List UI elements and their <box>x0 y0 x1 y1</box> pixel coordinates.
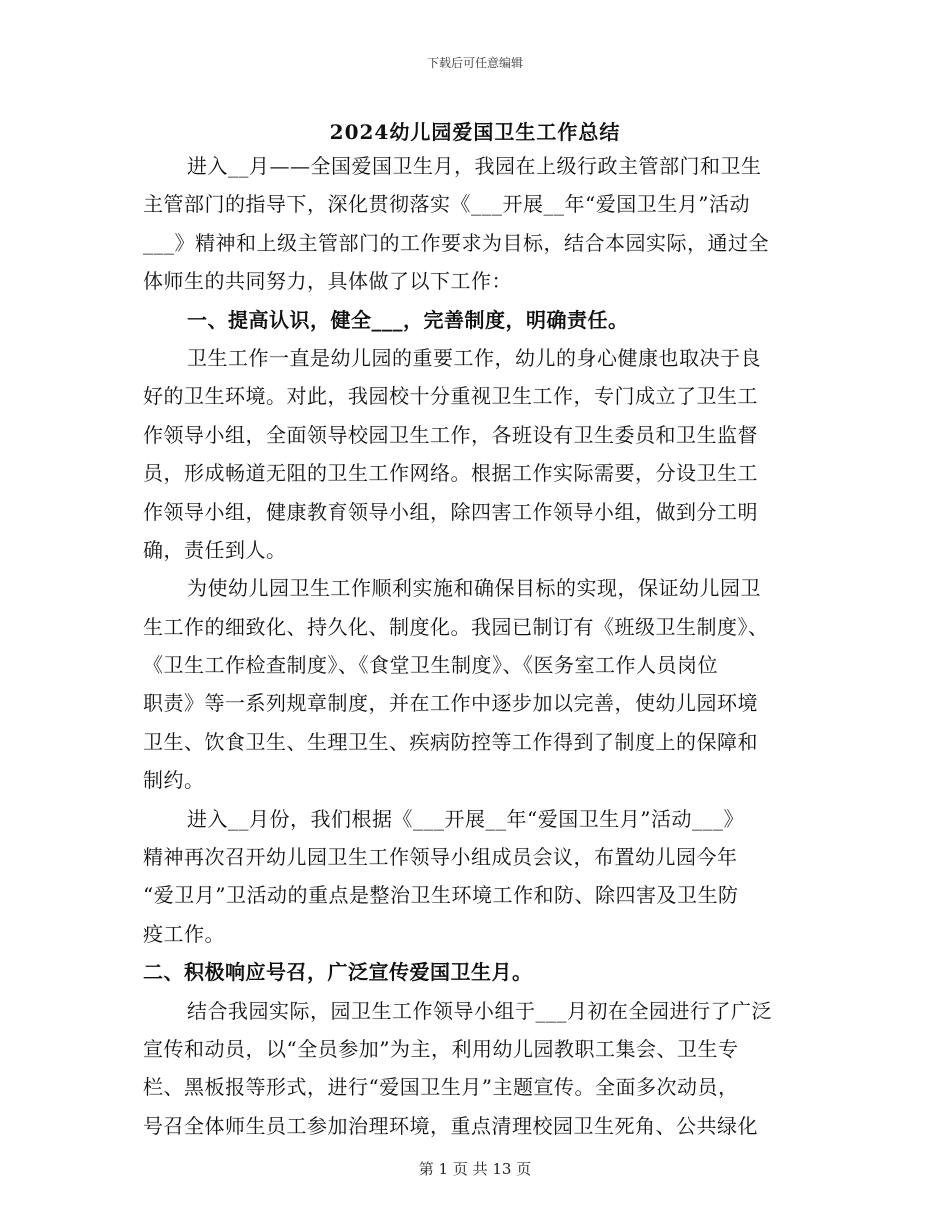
section-heading-line: 二、积极响应号召，广泛宣传爱国卫生月。 <box>143 960 533 985</box>
paragraph-line: 宣传和动员，以“全员参加”为主，利用幼儿园教职工集会、卫生专 <box>143 1036 739 1061</box>
paragraph-line: 卫生工作一直是幼儿园的重要工作，幼儿的身心健康也取决于良 <box>187 345 761 370</box>
paragraph-line: 进入__月——全国爱国卫生月，我园在上级行政主管部门和卫生 <box>187 154 762 178</box>
paragraph-line: 好的卫生环境。对此，我园校十分重视卫生工作，专门成立了卫生工 <box>143 384 758 409</box>
paragraph-line: 号召全体师生员工参加治理环境，重点清理校园卫生死角、公共绿化 <box>143 1113 758 1138</box>
paragraph-line: 作领导小组，全面领导校园卫生工作，各班设有卫生委员和卫生监督 <box>143 422 758 447</box>
paragraph-line: 精神再次召开幼儿园卫生工作领导小组成员会议，布置幼儿园今年 <box>143 845 738 870</box>
paragraph-line: 为使幼儿园卫生工作顺利实施和确保目标的实现，保证幼儿园卫 <box>187 576 761 601</box>
paragraph-line: 职责》等一系列规章制度，并在工作中逐步加以完善，使幼儿园环境 <box>143 691 758 716</box>
document-title: 2024幼儿园爱国卫生工作总结 <box>329 120 621 144</box>
paragraph-line: ___》精神和上级主管部门的工作要求为目标，结合本园实际，通过全 <box>143 230 769 255</box>
paragraph-line: “爱卫月”卫活动的重点是整治卫生环境工作和防、除四害及卫生防 <box>143 883 739 908</box>
paragraph-line: 体师生的共同努力，具体做了以下工作： <box>143 269 512 294</box>
paragraph-line: 疫工作。 <box>143 921 225 946</box>
paragraph-line: 进入__月份，我们根据《___开展__年“爱国卫生月”活动___》 <box>187 806 744 831</box>
paragraph-line: 《卫生工作检查制度》、《食堂卫生制度》、《医务室工作人员岗位 <box>143 653 718 678</box>
paragraph-line: 结合我园实际，园卫生工作领导小组于___月初在全园进行了广泛 <box>187 998 772 1023</box>
section-heading-line: 一、提高认识，健全___，完善制度，明确责任。 <box>187 307 629 332</box>
header-note: 下载后可任意编辑 <box>426 56 523 70</box>
paragraph-line: 卫生、饮食卫生、生理卫生、疾病防控等工作得到了制度上的保障和 <box>143 729 758 754</box>
paragraph-line: 确，责任到人。 <box>143 537 287 562</box>
page-footer: 第 1 页 共 13 页 <box>418 1160 532 1178</box>
paragraph-line: 员，形成畅道无阻的卫生工作网络。根据工作实际需要，分设卫生工 <box>143 461 758 486</box>
document-body <box>143 147 808 1145</box>
paragraph-line: 栏、黑板报等形式，进行“爱国卫生月”主题宣传。全面多次动员， <box>143 1075 739 1100</box>
paragraph-line: 生工作的细致化、持久化、制度化。我园已制订有《班级卫生制度》、 <box>143 614 769 639</box>
paragraph-line: 制约。 <box>143 768 205 793</box>
paragraph-line: 作领导小组，健康教育领导小组，除四害工作领导小组，做到分工明 <box>143 499 758 524</box>
paragraph-line: 主管部门的指导下，深化贯彻落实《___开展__年“爱国卫生月”活动 <box>143 192 750 217</box>
